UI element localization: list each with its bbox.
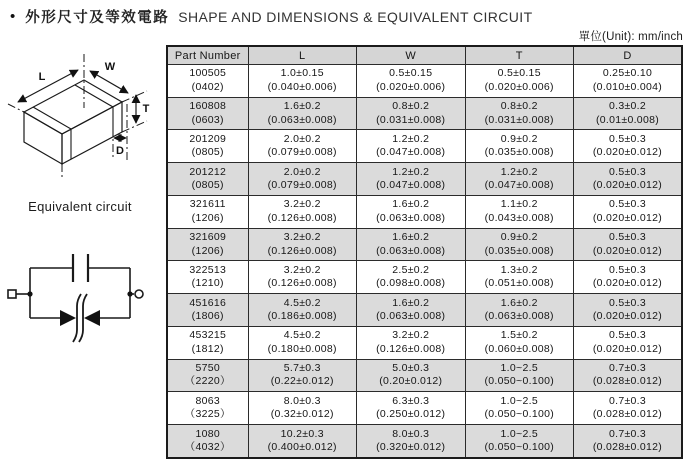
dim-inch: (0.051±0.008) [484, 277, 554, 290]
cell-t [465, 294, 574, 327]
part-number: 160808 [189, 100, 227, 113]
bullet-icon: • [10, 8, 16, 25]
dim-inch: (0.320±0.012) [376, 441, 446, 454]
part-code: (0603) [191, 113, 224, 126]
dim-mm: 1.5±0.2 [500, 329, 538, 342]
dim-inch: (0.22±0.012) [270, 375, 334, 388]
dim-mm: 0.5±0.15 [389, 67, 433, 80]
dim-inch: (0.010±0.004) [592, 80, 663, 93]
unit-label: 單位(Unit): mm/inch [578, 31, 683, 43]
part-number: 201209 [189, 132, 227, 145]
dim-inch: (0.028±0.012) [592, 441, 663, 454]
dim-mm: 0.8±0.2 [500, 100, 538, 113]
dim-inch: (0.050~0.100) [484, 441, 555, 454]
cell-d [574, 228, 683, 261]
cell-l [248, 294, 357, 327]
dim-mm: 4.5±0.2 [283, 329, 321, 342]
cell-l [248, 97, 357, 130]
part-number: 451616 [189, 296, 227, 309]
table-row [167, 425, 682, 458]
dim-mm: 1.0~2.5 [500, 427, 538, 440]
dim-mm: 1.6±0.2 [392, 296, 430, 309]
dim-mm: 0.5±0.3 [608, 132, 647, 145]
dim-inch: (0.020±0.012) [592, 146, 663, 159]
dim-mm: 3.2±0.2 [392, 329, 430, 342]
cell-w [357, 97, 466, 130]
dim-inch: (0.063±0.008) [376, 244, 446, 257]
cell-t [465, 261, 574, 294]
table-row [167, 294, 682, 327]
dim-inch: (0.32±0.012) [270, 408, 334, 421]
page-title-en: SHAPE AND DIMENSIONS & EQUIVALENT CIRCUIT [178, 8, 533, 25]
dim-label-w: W [104, 61, 116, 73]
part-code: (1812) [191, 342, 224, 355]
dim-mm: 0.9±0.2 [500, 231, 538, 244]
cell-w [357, 261, 466, 294]
dim-mm: 1.2±0.2 [392, 132, 430, 145]
table-row [167, 359, 682, 392]
left-terminal [8, 290, 16, 298]
table-row [167, 326, 682, 359]
part-number: 321609 [189, 231, 227, 244]
cell-d [574, 130, 683, 163]
dim-inch: (0.043±0.008) [484, 211, 554, 224]
part-code: （4032） [184, 441, 231, 454]
part-code: （3225） [184, 408, 231, 421]
dim-mm: 1.1±0.2 [500, 198, 538, 211]
dim-inch: (0.047±0.008) [376, 146, 446, 159]
dim-mm: 1.3±0.2 [500, 263, 538, 276]
dim-inch: (0.20±0.012) [379, 375, 443, 388]
equivalent-circuit-caption: Equivalent circuit [28, 199, 132, 214]
dim-inch: (0.063±0.008) [376, 211, 446, 224]
chip-dimension-diagram [0, 48, 160, 198]
cell-part [167, 261, 248, 294]
dim-mm: 5.0±0.3 [392, 361, 430, 374]
part-code: (0805) [191, 179, 224, 192]
cell-w [357, 326, 466, 359]
dim-mm: 0.9±0.2 [500, 132, 538, 145]
cell-t [465, 65, 574, 98]
cell-w [357, 195, 466, 228]
cell-t [465, 326, 574, 359]
col-header-d: D [574, 46, 683, 65]
dim-inch: (0.063±0.008) [484, 310, 554, 322]
dim-label-l: L [38, 71, 46, 83]
cell-l [248, 130, 357, 163]
dim-mm: 0.5±0.3 [608, 231, 647, 244]
part-code: (0805) [191, 146, 224, 159]
dim-mm: 3.2±0.2 [283, 263, 321, 276]
cell-w [357, 359, 466, 392]
dim-mm: 0.5±0.3 [608, 296, 647, 309]
dim-mm: 0.7±0.3 [608, 361, 647, 374]
cell-d [574, 163, 683, 196]
part-number: 5750 [195, 361, 221, 374]
table-row [167, 392, 682, 425]
varistor-symbol [60, 294, 100, 342]
dim-mm: 1.0~2.5 [500, 361, 538, 374]
dim-mm: 2.0±0.2 [283, 132, 321, 145]
dim-inch: (0.020±0.012) [592, 310, 663, 322]
center-lines [8, 54, 147, 178]
dim-mm: 3.2±0.2 [283, 231, 321, 244]
cell-d [574, 294, 683, 327]
dim-mm: 0.8±0.2 [392, 100, 430, 113]
dim-inch: (0.047±0.008) [484, 179, 554, 192]
page-title [10, 6, 533, 27]
part-code: （2220） [184, 375, 231, 388]
cell-t [465, 195, 574, 228]
dim-inch: (0.020±0.012) [592, 179, 663, 192]
dim-inch: (0.063±0.008) [376, 310, 446, 322]
chip-body [24, 80, 122, 164]
cell-l [248, 261, 357, 294]
dim-inch: (0.031±0.008) [376, 113, 446, 126]
page-title-zh: 外形尺寸及等效電路 [25, 10, 170, 26]
col-header-w: W [357, 46, 466, 65]
cell-d [574, 261, 683, 294]
cell-t [465, 163, 574, 196]
cell-l [248, 425, 357, 458]
dim-inch: (0.050~0.100) [484, 408, 555, 421]
cell-part [167, 97, 248, 130]
cell-t [465, 392, 574, 425]
dim-mm: 0.25±0.10 [602, 67, 653, 80]
dim-mm: 1.6±0.2 [500, 296, 538, 309]
dim-inch: (0.01±0.008) [595, 113, 660, 126]
cell-d [574, 359, 683, 392]
part-code: (1206) [191, 211, 224, 224]
dim-mm: 0.3±0.2 [608, 100, 647, 113]
dim-inch: (0.028±0.012) [592, 375, 663, 388]
part-code: (1210) [191, 277, 224, 290]
dim-mm: 8.0±0.3 [392, 427, 430, 440]
cell-w [357, 294, 466, 327]
dim-mm: 6.3±0.3 [392, 394, 430, 407]
dim-mm: 1.2±0.2 [392, 165, 430, 178]
cell-part [167, 163, 248, 196]
part-code: (0402) [191, 80, 224, 93]
cell-part [167, 326, 248, 359]
table-row [167, 261, 682, 294]
part-number: 1080 [195, 427, 221, 440]
cell-w [357, 228, 466, 261]
cell-part [167, 130, 248, 163]
dim-inch: (0.050~0.100) [484, 375, 555, 388]
dim-inch: (0.020±0.012) [592, 277, 663, 290]
dim-inch: (0.098±0.008) [376, 277, 446, 290]
cell-t [465, 97, 574, 130]
table-row [167, 130, 682, 163]
circuit-wires [16, 268, 134, 318]
cell-d [574, 326, 683, 359]
cell-part [167, 359, 248, 392]
cell-part [167, 65, 248, 98]
cell-w [357, 130, 466, 163]
cell-t [465, 228, 574, 261]
cell-t [465, 359, 574, 392]
part-code: (1806) [191, 310, 224, 322]
dim-mm: 1.6±0.2 [392, 231, 430, 244]
dim-inch: (0.047±0.008) [376, 179, 446, 192]
dim-mm: 10.2±0.3 [280, 427, 324, 440]
cell-d [574, 425, 683, 458]
right-terminal [135, 290, 143, 298]
cell-part [167, 392, 248, 425]
dim-mm: 8.0±0.3 [283, 394, 321, 407]
dim-inch: (0.126±0.008) [267, 211, 337, 224]
dim-inch: (0.400±0.012) [267, 441, 337, 454]
part-number: 453215 [189, 329, 227, 342]
dim-inch: (0.031±0.008) [484, 113, 554, 126]
dim-inch: (0.126±0.008) [267, 244, 337, 257]
dim-mm: 0.5±0.3 [608, 329, 647, 342]
dim-inch: (0.028±0.012) [592, 408, 663, 421]
cell-l [248, 326, 357, 359]
cell-w [357, 425, 466, 458]
col-header-t: T [465, 46, 574, 65]
dim-mm: 4.5±0.2 [283, 296, 321, 309]
col-header-part-number: Part Number [167, 46, 248, 65]
cell-part [167, 294, 248, 327]
cell-l [248, 228, 357, 261]
table-row [167, 195, 682, 228]
cell-d [574, 97, 683, 130]
part-number: 201212 [189, 165, 227, 178]
cell-d [574, 65, 683, 98]
dim-inch: (0.020±0.012) [592, 211, 663, 224]
cell-l [248, 65, 357, 98]
dim-mm: 3.2±0.2 [283, 198, 321, 211]
dim-mm: 1.6±0.2 [283, 100, 321, 113]
dim-mm: 1.0±0.15 [280, 67, 324, 80]
cell-w [357, 163, 466, 196]
cell-l [248, 359, 357, 392]
dimensions-table-body [167, 65, 682, 459]
dim-mm: 0.5±0.3 [608, 165, 647, 178]
dim-inch: (0.040±0.006) [267, 80, 337, 93]
cell-d [574, 195, 683, 228]
dim-mm: 0.5±0.3 [608, 198, 647, 211]
dim-inch: (0.079±0.008) [267, 146, 337, 159]
dim-inch: (0.020±0.006) [484, 80, 554, 93]
part-number: 8063 [195, 394, 221, 407]
cell-l [248, 195, 357, 228]
part-code: (1206) [191, 244, 224, 257]
dim-inch: (0.063±0.008) [267, 113, 337, 126]
table-row [167, 97, 682, 130]
part-number: 100505 [189, 67, 227, 80]
dim-mm: 0.7±0.3 [608, 394, 647, 407]
dim-inch: (0.020±0.012) [592, 244, 663, 257]
part-number: 322513 [189, 263, 227, 276]
dim-mm: 2.0±0.2 [283, 165, 321, 178]
dim-mm: 0.5±0.15 [497, 67, 541, 80]
cell-t [465, 130, 574, 163]
dim-inch: (0.035±0.008) [484, 146, 554, 159]
cell-part [167, 195, 248, 228]
dim-mm: 2.5±0.2 [392, 263, 430, 276]
cell-t [465, 425, 574, 458]
dim-inch: (0.126±0.008) [376, 342, 446, 355]
cell-part [167, 228, 248, 261]
dim-mm: 1.6±0.2 [392, 198, 430, 211]
dim-inch: (0.126±0.008) [267, 277, 337, 290]
dim-inch: (0.186±0.008) [267, 310, 337, 322]
cell-d [574, 392, 683, 425]
cell-part [167, 425, 248, 458]
dim-inch: (0.250±0.012) [376, 408, 446, 421]
dim-inch: (0.180±0.008) [267, 342, 337, 355]
table-header-row [167, 46, 682, 65]
dim-inch: (0.035±0.008) [484, 244, 554, 257]
capacitor-symbol [73, 254, 88, 282]
dim-inch: (0.020±0.006) [376, 80, 446, 93]
dim-mm: 0.7±0.3 [608, 427, 647, 440]
dim-inch: (0.079±0.008) [267, 179, 337, 192]
cell-w [357, 392, 466, 425]
dim-mm: 0.5±0.3 [608, 263, 647, 276]
part-number: 321611 [189, 198, 226, 211]
cell-l [248, 392, 357, 425]
col-header-l: L [248, 46, 357, 65]
dim-label-d: D [116, 145, 124, 157]
table-row [167, 163, 682, 196]
table-row [167, 65, 682, 98]
dim-inch: (0.020±0.012) [592, 342, 663, 355]
dim-label-t: T [142, 103, 150, 115]
dimensions-table [166, 45, 683, 459]
circuit-terminals [8, 290, 143, 298]
dim-inch: (0.060±0.008) [484, 342, 554, 355]
dim-mm: 1.0~2.5 [500, 394, 538, 407]
dim-mm: 5.7±0.3 [283, 361, 321, 374]
cell-l [248, 163, 357, 196]
cell-w [357, 65, 466, 98]
equivalent-circuit-diagram [0, 228, 160, 368]
dim-mm: 1.2±0.2 [500, 165, 538, 178]
table-row [167, 228, 682, 261]
